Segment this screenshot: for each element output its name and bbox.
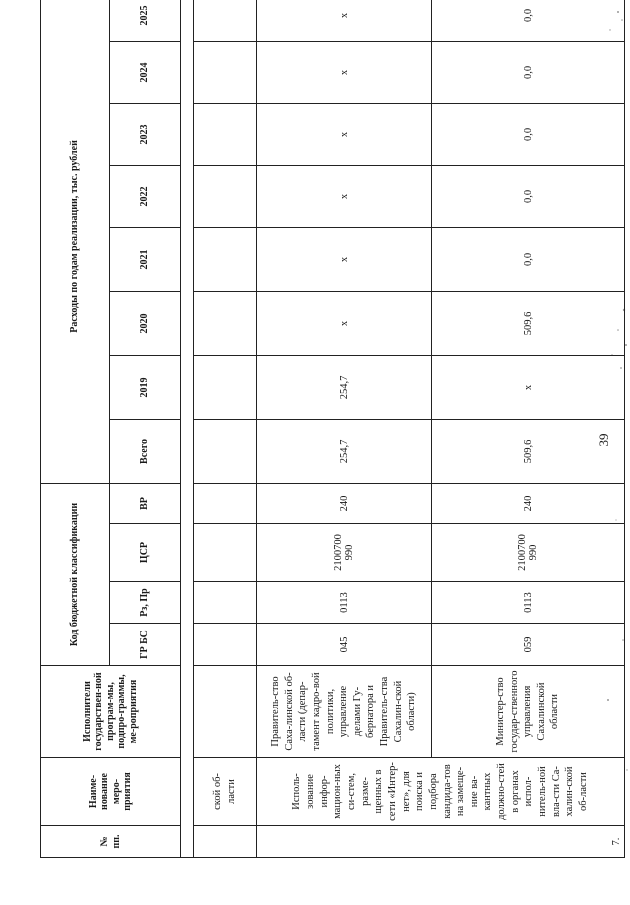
cell-2019: 254,7 [257,355,432,419]
budget-table [40,0,625,858]
cell-rz-pr: 0113 [257,582,432,624]
cell-2020: 509,6 [432,291,625,355]
cell-total: 509,6 [432,419,625,483]
cell-2021: 0,0 [432,227,625,291]
cell-2023: 0,0 [432,103,625,165]
col-header-2019: 2019 [110,355,181,419]
col-header-2024: 2024 [110,41,181,103]
table-gap [181,0,194,858]
col-header-2021: 2021 [110,227,181,291]
cell-2021: x [257,227,432,291]
cell-gr-bs: 059 [432,624,625,666]
cell-2019: x [432,355,625,419]
cell-2022: 0,0 [432,165,625,227]
cell-2023: x [257,103,432,165]
cell-name: ской об-ласти [194,758,257,826]
col-header-executors: Исполнители государствен-ной програм-мы, подпро-граммы, ме-роприятия [41,666,181,758]
cell-vr: 240 [257,483,432,523]
cell-gr-bs: 045 [257,624,432,666]
col-header-budget-code: Код бюджетной классификации [41,483,110,665]
col-header-vr: ВР [110,483,181,523]
col-header-total: Всего [110,419,181,483]
cell-2024: x [257,41,432,103]
col-header-csr: ЦСР [110,524,181,582]
cell-csr: 2100700 990 [257,524,432,582]
cell-executor: Министер-ство государ-ственного управления Сахалинской области [432,666,625,758]
col-header-2022: 2022 [110,165,181,227]
cell-executor: Правитель-ство Саха-линской об-ласти (депар-тамент кадро-вой политики, управление делами Гу-бернатора и Правитель-ства Сахалин-ской области) [257,666,432,758]
page-number: 39 [596,433,611,447]
col-header-expenses: Расходы по годам реализации, тыс. рублей [41,0,110,483]
cell-2020: x [257,291,432,355]
col-header-rz-pr: Рз, Пр [110,582,181,624]
col-header-2025: 2025 [110,0,181,41]
col-header-no: № пп. [41,826,181,858]
col-header-gr-bs: ГР БС [110,624,181,666]
cell-2025: x [257,0,432,41]
cell-rz-pr: 0113 [432,582,625,624]
cell-no: 7. [257,826,625,858]
col-header-2023: 2023 [110,103,181,165]
table-row [257,0,432,858]
cell-vr: 240 [432,483,625,523]
table-row [194,0,257,858]
col-header-2020: 2020 [110,291,181,355]
cell-2025: 0,0 [432,0,625,41]
col-header-name: Наиме-нование меро-приятия [41,758,181,826]
cell-name: Исполь-зование инфор-мацион-ных си-стем, разме-щенных в сети «Интер-нет», для поиска и подбора кандида-тов на замеще-ние ва-кантных должно-стей в органах испол-нитель-ной вла-сти Са-халин-ской об-ласти [257,758,625,826]
cell-total: 254,7 [257,419,432,483]
cell-csr: 2100700 990 [432,524,625,582]
cell-2022: x [257,165,432,227]
table-row [432,0,625,858]
cell-2024: 0,0 [432,41,625,103]
header-row-1 [41,0,110,858]
